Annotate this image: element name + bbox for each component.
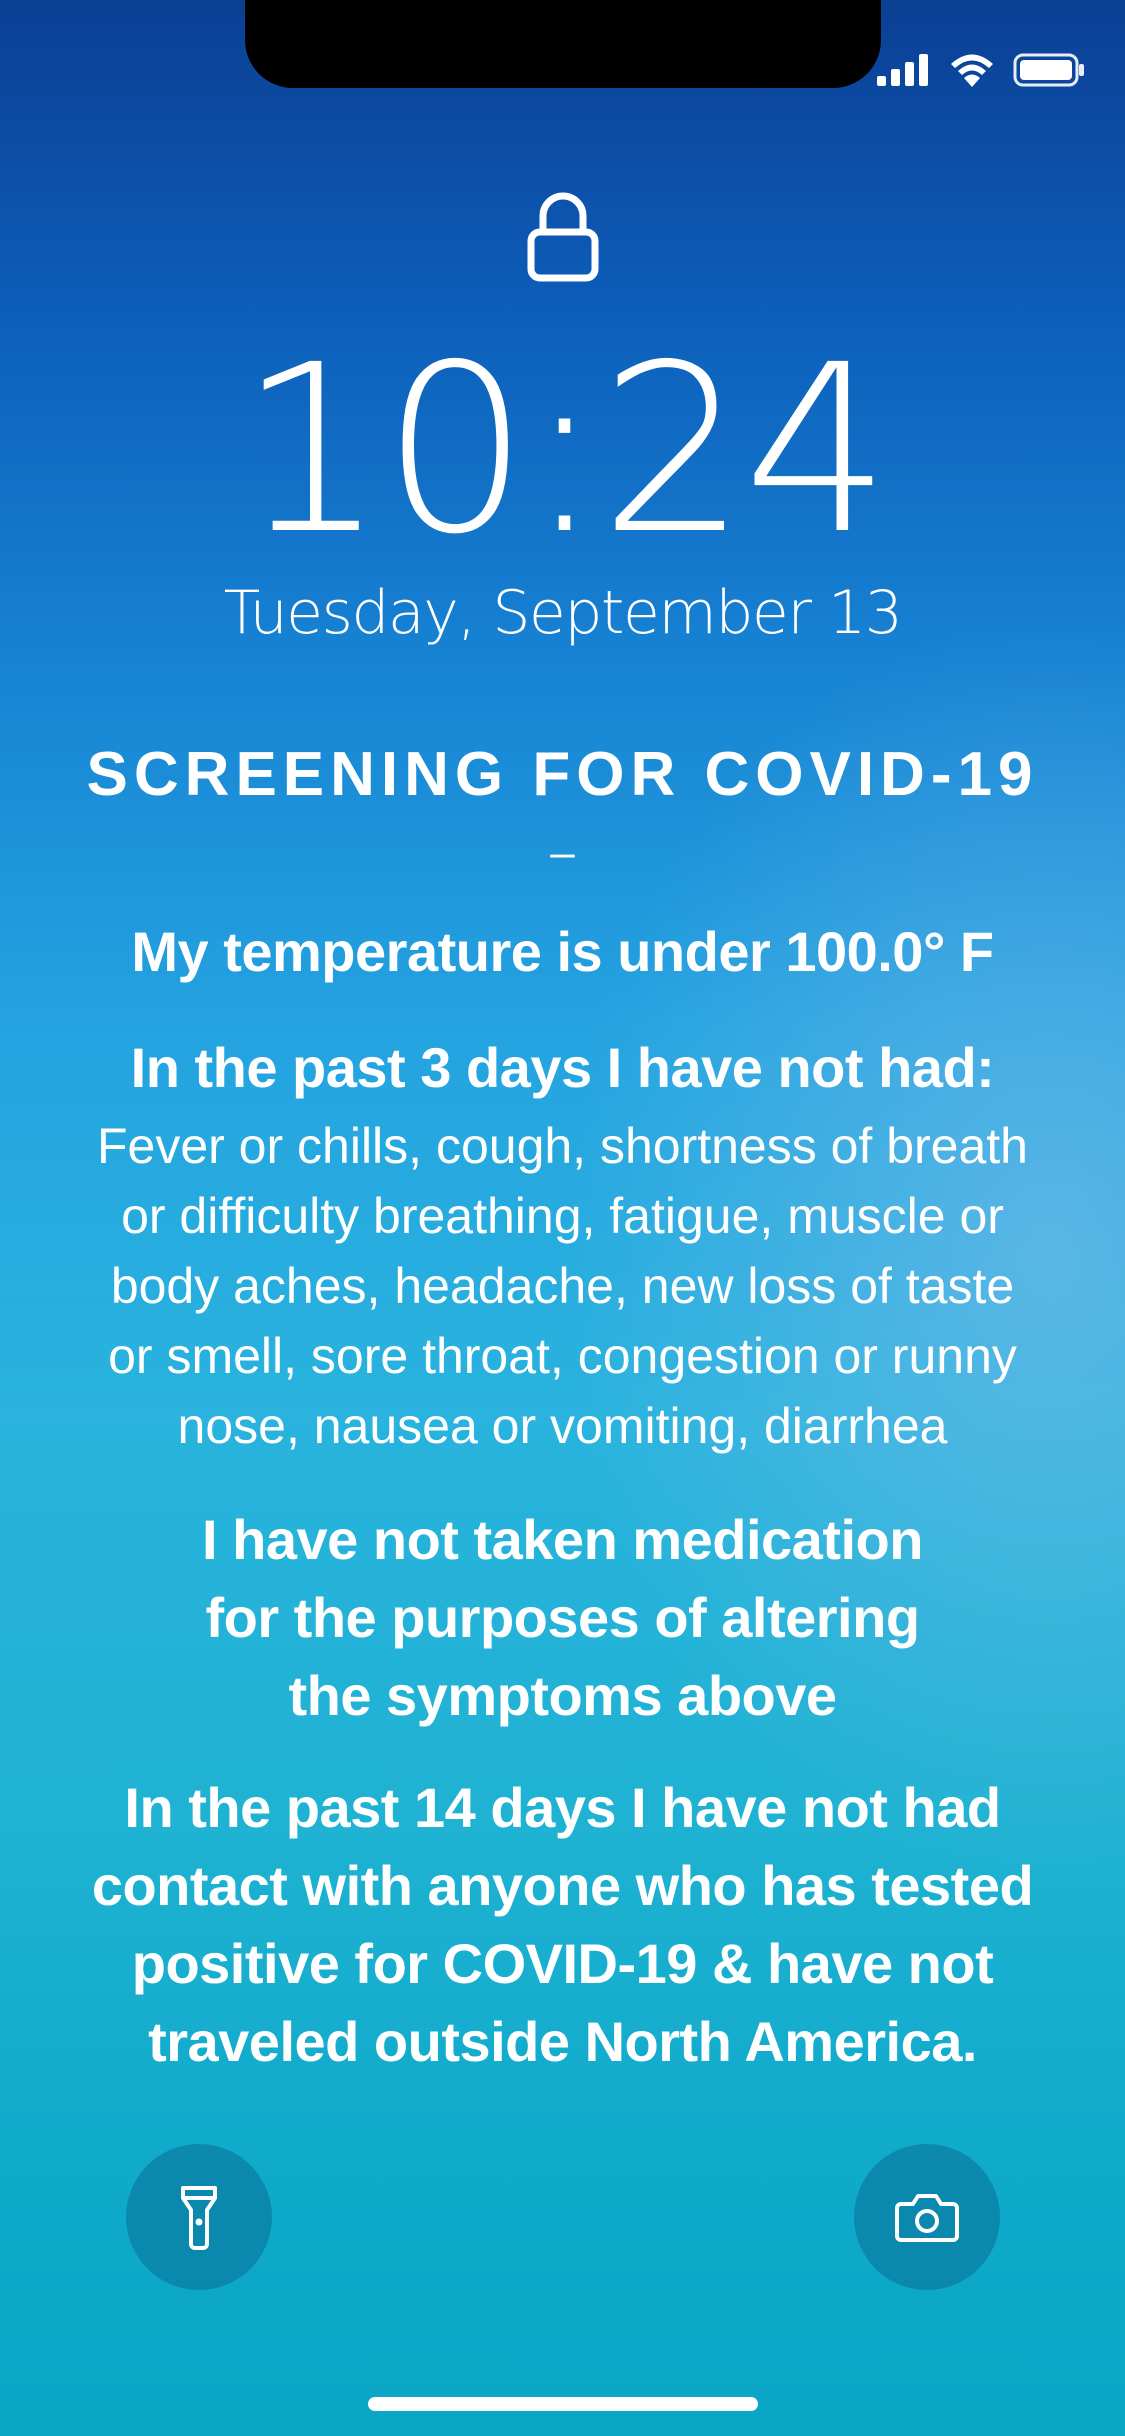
contact-travel-statement: In the past 14 days I have not had contact with anyone who has tested positive for COVID-19 & have not traveled outside North America. [91, 1776, 1034, 2073]
camera-button[interactable] [854, 2144, 1000, 2290]
notice-divider: – [550, 828, 575, 877]
medication-statement: I have not taken medication for the purposes of altering the symptoms above [202, 1508, 923, 1727]
covid-screening-notice [0, 735, 1125, 2081]
lock-screen-time: 10:24 [238, 315, 887, 585]
symptoms-list: Fever or chills, cough, shortness of breath or difficulty breathing, fatigue, muscle or body aches, headache, new loss of taste or smell, sore throat, congestion or runny nose, nausea or vomiting, diarrhea [96, 1118, 1028, 1454]
status-bar [877, 50, 1085, 90]
symptoms-heading: In the past 3 days I have not had: [130, 1036, 995, 1099]
notice-title: SCREENING FOR COVID-19 [86, 740, 1039, 809]
cellular-signal-icon [877, 54, 931, 86]
lock-icon [527, 192, 599, 282]
camera-icon [895, 2192, 959, 2242]
temperature-statement: My temperature is under 100.0° F [131, 920, 994, 983]
flashlight-button[interactable] [126, 2144, 272, 2290]
lock-screen-date: Tuesday, September 13 [223, 578, 902, 648]
home-indicator[interactable] [368, 2397, 758, 2411]
battery-icon [1013, 53, 1085, 87]
flashlight-icon [179, 2184, 219, 2250]
device-notch [245, 0, 881, 88]
wifi-icon [949, 53, 995, 87]
